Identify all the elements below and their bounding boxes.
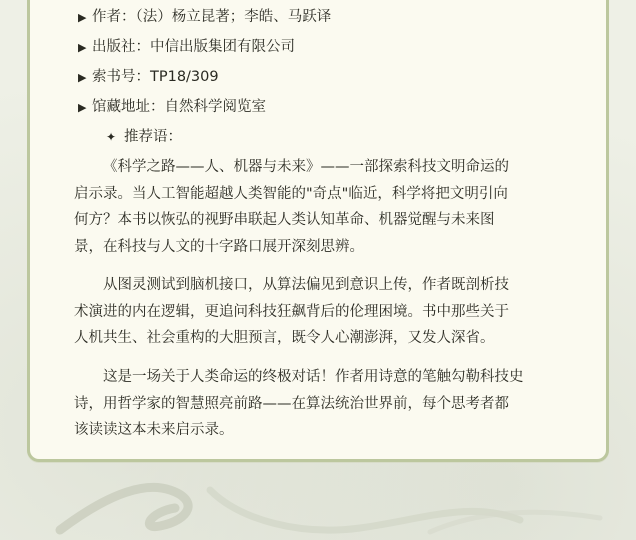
- location-text: 馆藏地址：自然科学阅览室: [92, 99, 266, 115]
- call-number-line: [78, 67, 219, 88]
- location-line: [78, 97, 266, 118]
- paragraph-line: 启示录。当人工智能超越人类智能的"奇点"临近，科学将把文明引向: [74, 185, 508, 202]
- publisher-text: 出版社：中信出版集团有限公司: [92, 39, 295, 55]
- star-bullet-icon: ✦: [106, 130, 117, 144]
- paragraph-line: 诗，用哲学家的智慧照亮前路——在算法统治世界前，每个思考者都: [74, 395, 509, 412]
- paragraph-line: 从图灵测试到脑机接口，从算法偏见到意识上传，作者既剖析技: [103, 277, 509, 293]
- paragraph-line: 人机共生、社会重构的大胆预言，既令人心潮澎湃，又发人深省。: [74, 330, 495, 347]
- arrow-bullet-icon: ▶: [78, 71, 87, 84]
- recommend-label-line: [106, 127, 182, 147]
- paragraph-line: 术演进的内在逻辑，更追问科技狂飙背后的伦理困境。书中那些关于: [74, 303, 509, 320]
- paragraph-line: 景，在科技与人文的十字路口展开深刻思辨。: [74, 238, 364, 255]
- recommendation-paragraph-3: [74, 364, 562, 444]
- recommendation-paragraph-2: [74, 272, 562, 352]
- recommend-label: 推荐语：: [124, 129, 182, 145]
- arrow-bullet-icon: ▶: [78, 41, 87, 54]
- author-line: [78, 7, 331, 28]
- paragraph-line: 《科学之路——人、机器与未来》——一部探索科技文明命运的: [103, 159, 509, 175]
- arrow-bullet-icon: ▶: [78, 11, 87, 24]
- paragraph-line: 何方？本书以恢弘的视野串联起人类认知革命、机器觉醒与未来图: [74, 212, 495, 229]
- recommendation-paragraph-1: [74, 154, 562, 260]
- paragraph-line: 这是一场关于人类命运的终极对话！作者用诗意的笔触勾勒科技史: [103, 369, 524, 385]
- paragraph-line: 该读读这本未来启示录。: [74, 422, 234, 439]
- arrow-bullet-icon: ▶: [78, 101, 87, 114]
- publisher-line: [78, 37, 295, 58]
- call-number-text: 索书号：TP18/309: [92, 69, 219, 85]
- brush-stroke-decoration: [0, 460, 636, 540]
- author-text: 作者：（法）杨立昆著；李皓、马跃译: [92, 9, 332, 25]
